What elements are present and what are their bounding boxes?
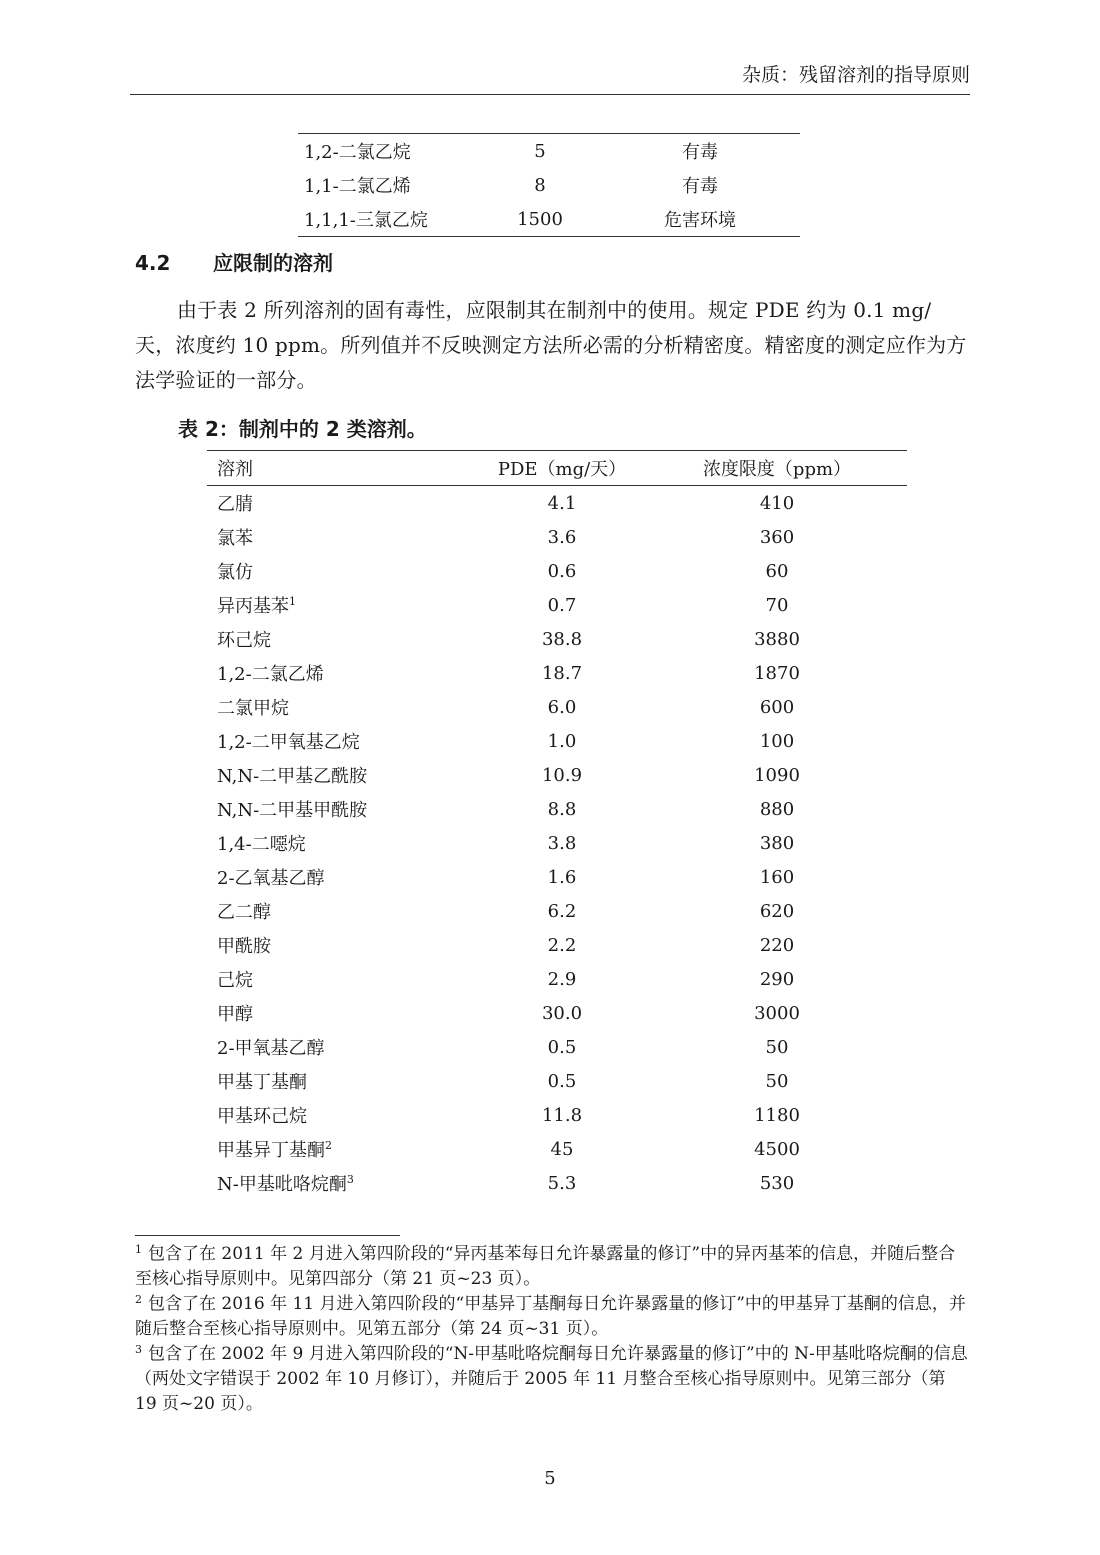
table-row (207, 996, 907, 1030)
table-row (207, 758, 907, 792)
table-row (207, 656, 907, 690)
cell-solvent (207, 690, 477, 724)
table-row (207, 690, 907, 724)
cell-solvent (207, 894, 477, 928)
solvent-name: 氯苯 (217, 528, 253, 549)
solvent-name: 2-乙氧基乙醇 (217, 868, 325, 889)
solvent-name: 2-甲氧基乙醇 (217, 1038, 325, 1059)
cell-pde: 6.2 (547, 900, 577, 922)
footnote (135, 1242, 970, 1292)
solvent-name: 二氯甲烷 (217, 698, 289, 719)
footnotes (135, 1242, 970, 1417)
cell-limit: 3000 (754, 1002, 800, 1024)
cell-solvent: 1,1-二氯乙烯 (304, 176, 411, 197)
cell-pde: 3.8 (547, 832, 577, 854)
cell-pde: 30.0 (541, 1002, 583, 1024)
cell-limit: 70 (765, 594, 789, 616)
solvent-name: N,N-二甲基甲酰胺 (217, 800, 368, 821)
header-rule (130, 94, 970, 95)
cell-note: 有毒 (682, 142, 718, 163)
cell-value: 8 (534, 174, 546, 196)
table-row (207, 554, 907, 588)
footnote-mark: 1 (135, 1243, 142, 1256)
cell-limit: 620 (759, 900, 795, 922)
cell-pde: 2.2 (547, 934, 577, 956)
cell-limit: 410 (759, 492, 795, 514)
cell-solvent (207, 1132, 477, 1166)
table-2-caption: 表 2：制剂中的 2 类溶剂。 (178, 417, 427, 441)
cell-pde: 1.6 (547, 866, 577, 888)
table-row (207, 520, 907, 554)
cell-limit: 360 (759, 526, 795, 548)
footnote-mark: 3 (135, 1343, 142, 1356)
cell-solvent (207, 792, 477, 826)
cell-pde: 0.5 (547, 1070, 577, 1092)
table-row (207, 1098, 907, 1132)
table-row (207, 928, 907, 962)
column-header-pde: PDE（mg/天） (477, 451, 647, 486)
cell-limit: 1090 (754, 764, 800, 786)
cell-pde: 0.7 (547, 594, 577, 616)
footnote-reference: 2 (325, 1139, 332, 1152)
table-row (207, 622, 907, 656)
solvent-name: 异丙基苯 (217, 596, 289, 617)
table-row (298, 202, 800, 237)
footnote-mark: 2 (135, 1293, 142, 1306)
cell-limit: 50 (765, 1036, 789, 1058)
cell-pde: 4.1 (547, 492, 577, 514)
cell-pde: 8.8 (547, 798, 577, 820)
cell-pde: 2.9 (547, 968, 577, 990)
cell-pde: 1.0 (547, 730, 577, 752)
cell-note: 有毒 (682, 176, 718, 197)
cell-limit: 160 (759, 866, 795, 888)
solvent-name: 1,2-二甲氧基乙烷 (217, 732, 360, 753)
column-header-solvent: 溶剂 (207, 451, 477, 486)
footnote-text: 包含了在 2002 年 9 月进入第四阶段的“N-甲基吡咯烷酮每日允许暴露量的修订”中的 N-甲基吡咯烷酮的信息（两处文字错误于 2002 年 10 月修订），并随后于 2005 年 11 月整合至核心指导原则中。见第三部分（第 19 页~20 页）。 (135, 1344, 968, 1414)
footnote-separator (135, 1235, 400, 1236)
cell-solvent (207, 1098, 477, 1132)
solvent-name: 甲基异丁基酮 (217, 1140, 325, 1161)
cell-solvent (207, 520, 477, 554)
solvent-name: 1,4-二噁烷 (217, 834, 306, 855)
table-row (207, 486, 907, 521)
table-1-body (298, 134, 800, 237)
cell-pde: 38.8 (541, 628, 583, 650)
running-header: 杂质：残留溶剂的指导原则 (741, 64, 970, 86)
cell-solvent (207, 826, 477, 860)
solvent-name: 甲醇 (217, 1004, 253, 1025)
cell-pde: 0.6 (547, 560, 577, 582)
cell-pde: 18.7 (541, 662, 583, 684)
cell-limit: 4500 (754, 1138, 800, 1160)
cell-note: 危害环境 (664, 210, 736, 231)
cell-pde: 5.3 (547, 1172, 577, 1194)
cell-limit: 380 (759, 832, 795, 854)
cell-solvent (207, 962, 477, 996)
cell-pde: 45 (550, 1138, 574, 1160)
cell-limit: 50 (765, 1070, 789, 1092)
table-row (207, 1166, 907, 1200)
section-title: 应限制的溶剂 (213, 251, 333, 275)
cell-limit: 1180 (754, 1104, 800, 1126)
cell-solvent (207, 928, 477, 962)
table-row (207, 1030, 907, 1064)
page-number: 5 (544, 1468, 556, 1489)
footnote (135, 1292, 970, 1342)
solvent-name: 氯仿 (217, 562, 253, 583)
solvent-name: N,N-二甲基乙酰胺 (217, 766, 368, 787)
footnote-reference: 3 (346, 1173, 354, 1186)
table-row (207, 724, 907, 758)
table-row (298, 134, 800, 169)
solvent-name: 环己烷 (217, 630, 271, 651)
table-row (207, 792, 907, 826)
cell-pde: 3.6 (547, 526, 577, 548)
solvent-name: 1,2-二氯乙烯 (217, 664, 324, 685)
cell-limit: 880 (759, 798, 795, 820)
cell-limit: 530 (759, 1172, 795, 1194)
cell-limit: 3880 (754, 628, 800, 650)
solvent-name: 乙腈 (217, 494, 253, 515)
solvent-name: 己烷 (217, 970, 253, 991)
cell-solvent (207, 486, 477, 521)
column-header-limit: 浓度限度（ppm） (647, 451, 907, 486)
solvent-name: 甲基环己烷 (217, 1106, 307, 1127)
table-2 (207, 450, 907, 1200)
cell-limit: 220 (759, 934, 795, 956)
cell-solvent (207, 554, 477, 588)
table-row (207, 588, 907, 622)
solvent-name: 甲基丁基酮 (217, 1072, 307, 1093)
cell-pde: 0.5 (547, 1036, 577, 1058)
solvent-name: N-甲基吡咯烷酮 (217, 1174, 347, 1195)
cell-solvent: 1,2-二氯乙烷 (304, 142, 411, 163)
cell-pde: 6.0 (547, 696, 577, 718)
table-row (298, 168, 800, 202)
cell-solvent: 1,1,1-三氯乙烷 (304, 210, 428, 231)
cell-solvent (207, 622, 477, 656)
table-header-row (207, 451, 907, 486)
cell-solvent (207, 588, 477, 622)
cell-solvent (207, 758, 477, 792)
table-1-continued (298, 133, 800, 237)
section-number: 4.2 (135, 251, 171, 275)
cell-solvent (207, 656, 477, 690)
cell-limit: 60 (765, 560, 789, 582)
cell-solvent (207, 860, 477, 894)
table-row (207, 1064, 907, 1098)
cell-pde: 11.8 (541, 1104, 583, 1126)
table-row (207, 826, 907, 860)
cell-value: 5 (534, 140, 546, 162)
cell-pde: 10.9 (541, 764, 583, 786)
table-row (207, 894, 907, 928)
table-row (207, 962, 907, 996)
solvent-name: 乙二醇 (217, 902, 271, 923)
cell-limit: 1870 (754, 662, 800, 684)
cell-solvent (207, 1030, 477, 1064)
table-row (207, 860, 907, 894)
footnote-text: 包含了在 2016 年 11 月进入第四阶段的“甲基异丁基酮每日允许暴露量的修订”中的甲基异丁基酮的信息，并随后整合至核心指导原则中。见第五部分（第 24 页~31 页）。 (135, 1294, 966, 1339)
cell-limit: 600 (759, 696, 795, 718)
body-paragraph: 由于表 2 所列溶剂的固有毒性，应限制其在制剂中的使用。规定 PDE 约为 0.1 mg/天，浓度约 10 ppm。所列值并不反映测定方法所必需的分析精密度。精密度的测定应作为方法学验证的一部分。 (135, 298, 967, 392)
footnote-reference: 1 (289, 595, 296, 608)
solvent-name: 甲酰胺 (217, 936, 271, 957)
footnote (135, 1342, 970, 1417)
cell-solvent (207, 1064, 477, 1098)
table-2-body (207, 451, 907, 1201)
cell-solvent (207, 996, 477, 1030)
cell-limit: 100 (759, 730, 795, 752)
footnote-text: 包含了在 2011 年 2 月进入第四阶段的“异丙基苯每日允许暴露量的修订”中的异丙基苯的信息，并随后整合至核心指导原则中。见第四部分（第 21 页~23 页）。 (135, 1244, 956, 1289)
section-heading (135, 249, 333, 277)
cell-value: 1500 (517, 208, 563, 230)
cell-solvent (207, 724, 477, 758)
cell-limit: 290 (759, 968, 795, 990)
table-row (207, 1132, 907, 1166)
cell-solvent (207, 1166, 477, 1200)
